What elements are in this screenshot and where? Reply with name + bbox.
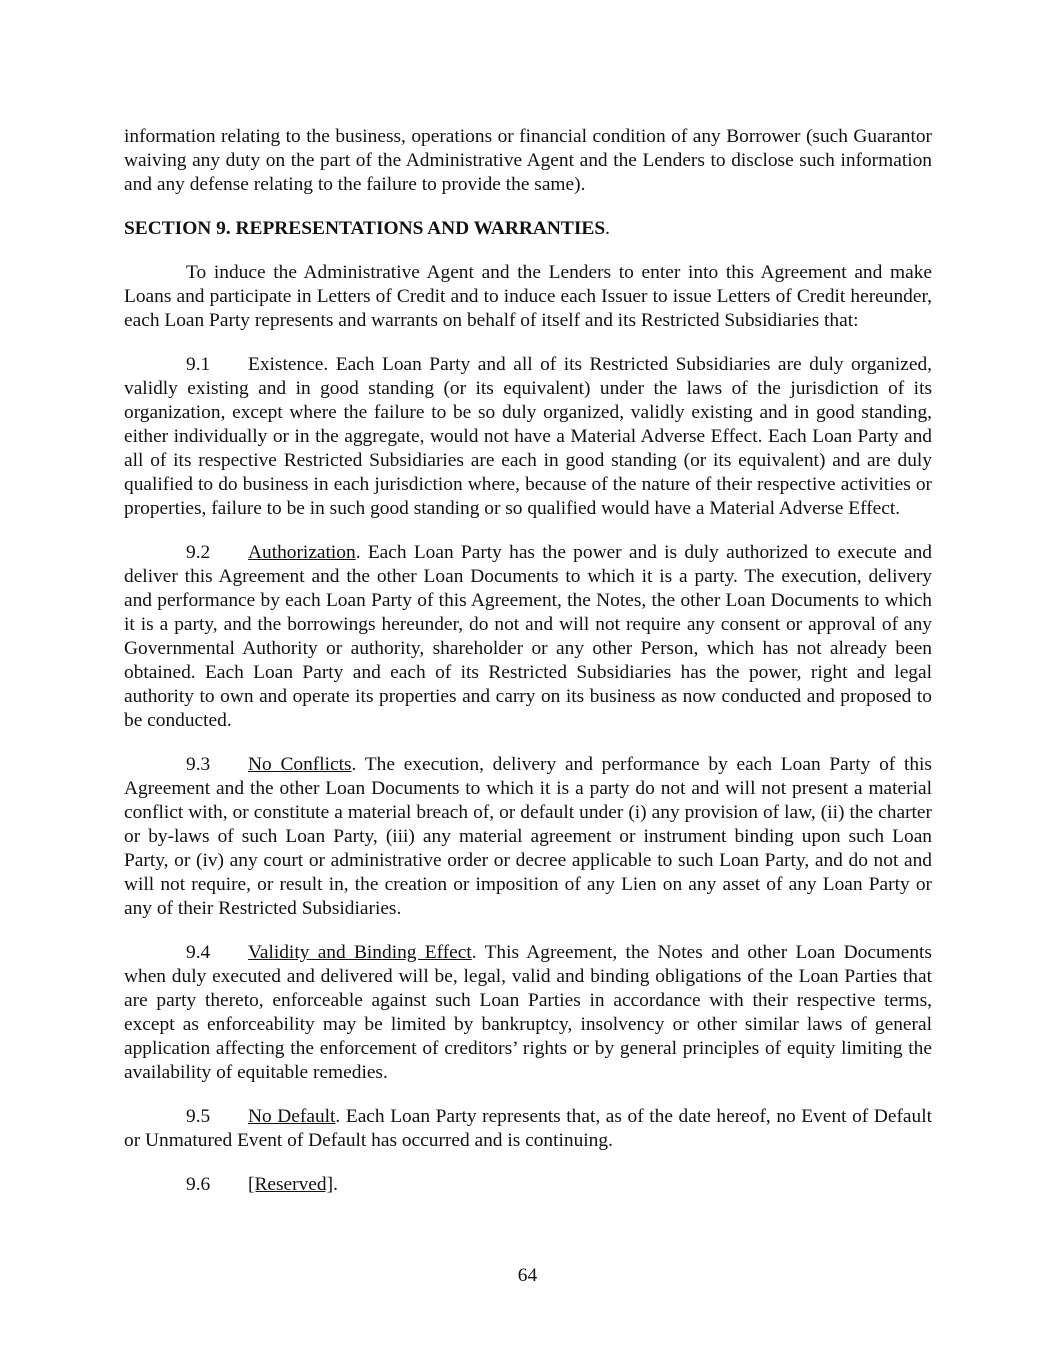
clause-title-punct: .: [333, 1174, 338, 1195]
section-heading-text: SECTION 9. REPRESENTATIONS AND WARRANTIES: [124, 218, 606, 239]
clause-title: [Reserved]: [248, 1174, 334, 1195]
page-number: 64: [517, 1265, 538, 1286]
clause-number: 9.6: [186, 1174, 211, 1195]
clause-body: Each Loan Party has the power and is duly authorized to execute and deliver this Agreement and the other Loan Documents to which it is a party. The execution, delivery and performance by each Loan Party of this Agreement, the Notes, the other Loan Documents to which it is a party, and the borrowings hereunder, do not and will not require any consent or approval of any Governmental Authority or authority, shareholder or any other Person, which has not already been obtained. Each Loan Party and each of its Restricted Subsidiaries has the power, right and legal authority to own and operate its properties and carry on its business as now conducted and proposed to be conducted.: [124, 542, 932, 731]
clause-body: This Agreement, the Notes and other Loan Documents when duly executed and delivered will be, legal, valid and binding obligations of the Loan Parties that are party thereto, enforceable against such Loan Parties in accordance with their respective terms, except as enforceability may be limited by bankruptcy, insolvency or other similar laws of general application affecting the enforcement of creditors’ rights or by general principles of equity limiting the availability of equitable remedies.: [124, 942, 932, 1083]
clause-title-punct: .: [335, 1106, 346, 1127]
document-page: [124, 125, 932, 1217]
clause-9-2: [124, 541, 932, 733]
clause-title-punct: .: [471, 942, 485, 963]
clause-9-1: [124, 353, 932, 521]
clause-title-punct: .: [323, 354, 336, 375]
clause-number: 9.5: [186, 1106, 211, 1127]
clause-9-5: [124, 1105, 932, 1153]
clause-title-punct: .: [351, 754, 365, 775]
continuation-paragraph: information relating to the business, operations or financial condition of any Borrower (such Guarantor waiving any duty on the part of the Administrative Agent and the Lenders to disclose such information and any defense relating to the failure to provide the same).: [124, 126, 932, 195]
clause-title: Existence: [248, 354, 324, 375]
clause-body: Each Loan Party and all of its Restricted Subsidiaries are duly organized, validly existing and in good standing (or its equivalent) under the laws of the jurisdiction of its organization, except where the failure to be so duly organized, validly existing and in good standing, either individually or in the aggregate, would not have a Material Adverse Effect. Each Loan Party and all of its respective Restricted Subsidiaries are each in good standing (or its equivalent) and are duly qualified to do business in each jurisdiction where, because of the nature of their respective activities or properties, failure to be in such good standing or so qualified would have a Material Adverse Effect.: [124, 354, 932, 519]
clause-number: 9.3: [186, 754, 211, 775]
clause-title: No Conflicts: [248, 754, 352, 775]
clause-title-punct: .: [355, 542, 368, 563]
clause-title: No Default: [248, 1106, 336, 1127]
clause-number: 9.2: [186, 542, 211, 563]
clause-body: The execution, delivery and performance by each Loan Party of this Agreement and the other Loan Documents to which it is a party do not and will not present a material conflict with, or constitute a material breach of, or default under (i) any provision of law, (ii) the charter or by-laws of such Loan Party, (iii) any material agreement or instrument binding upon such Loan Party, or (iv) any court or administrative order or decree applicable to such Loan Party, and do not and will not require, or result in, the creation or imposition of any Lien on any asset of any Loan Party or any of their Restricted Subsidiaries.: [124, 754, 932, 919]
clause-9-6: [124, 1173, 932, 1197]
section-heading: [124, 217, 932, 241]
clause-number: 9.4: [186, 942, 211, 963]
clause-body: Each Loan Party represents that, as of the date hereof, no Event of Default or Unmatured Event of Default has occurred and is continuing.: [124, 1106, 932, 1151]
section-heading-period: .: [605, 218, 610, 239]
clause-title: Validity and Binding Effect: [248, 942, 472, 963]
clause-number: 9.1: [186, 354, 211, 375]
intro-paragraph: To induce the Administrative Agent and the Lenders to enter into this Agreement and make Loans and participate in Letters of Credit and to induce each Issuer to issue Letters of Credit hereunder, each Loan Party represents and warrants on behalf of itself and its Restricted Subsidiaries that:: [124, 262, 932, 331]
clause-title: Authorization: [248, 542, 356, 563]
clause-9-4: [124, 941, 932, 1085]
clause-9-3: [124, 753, 932, 921]
